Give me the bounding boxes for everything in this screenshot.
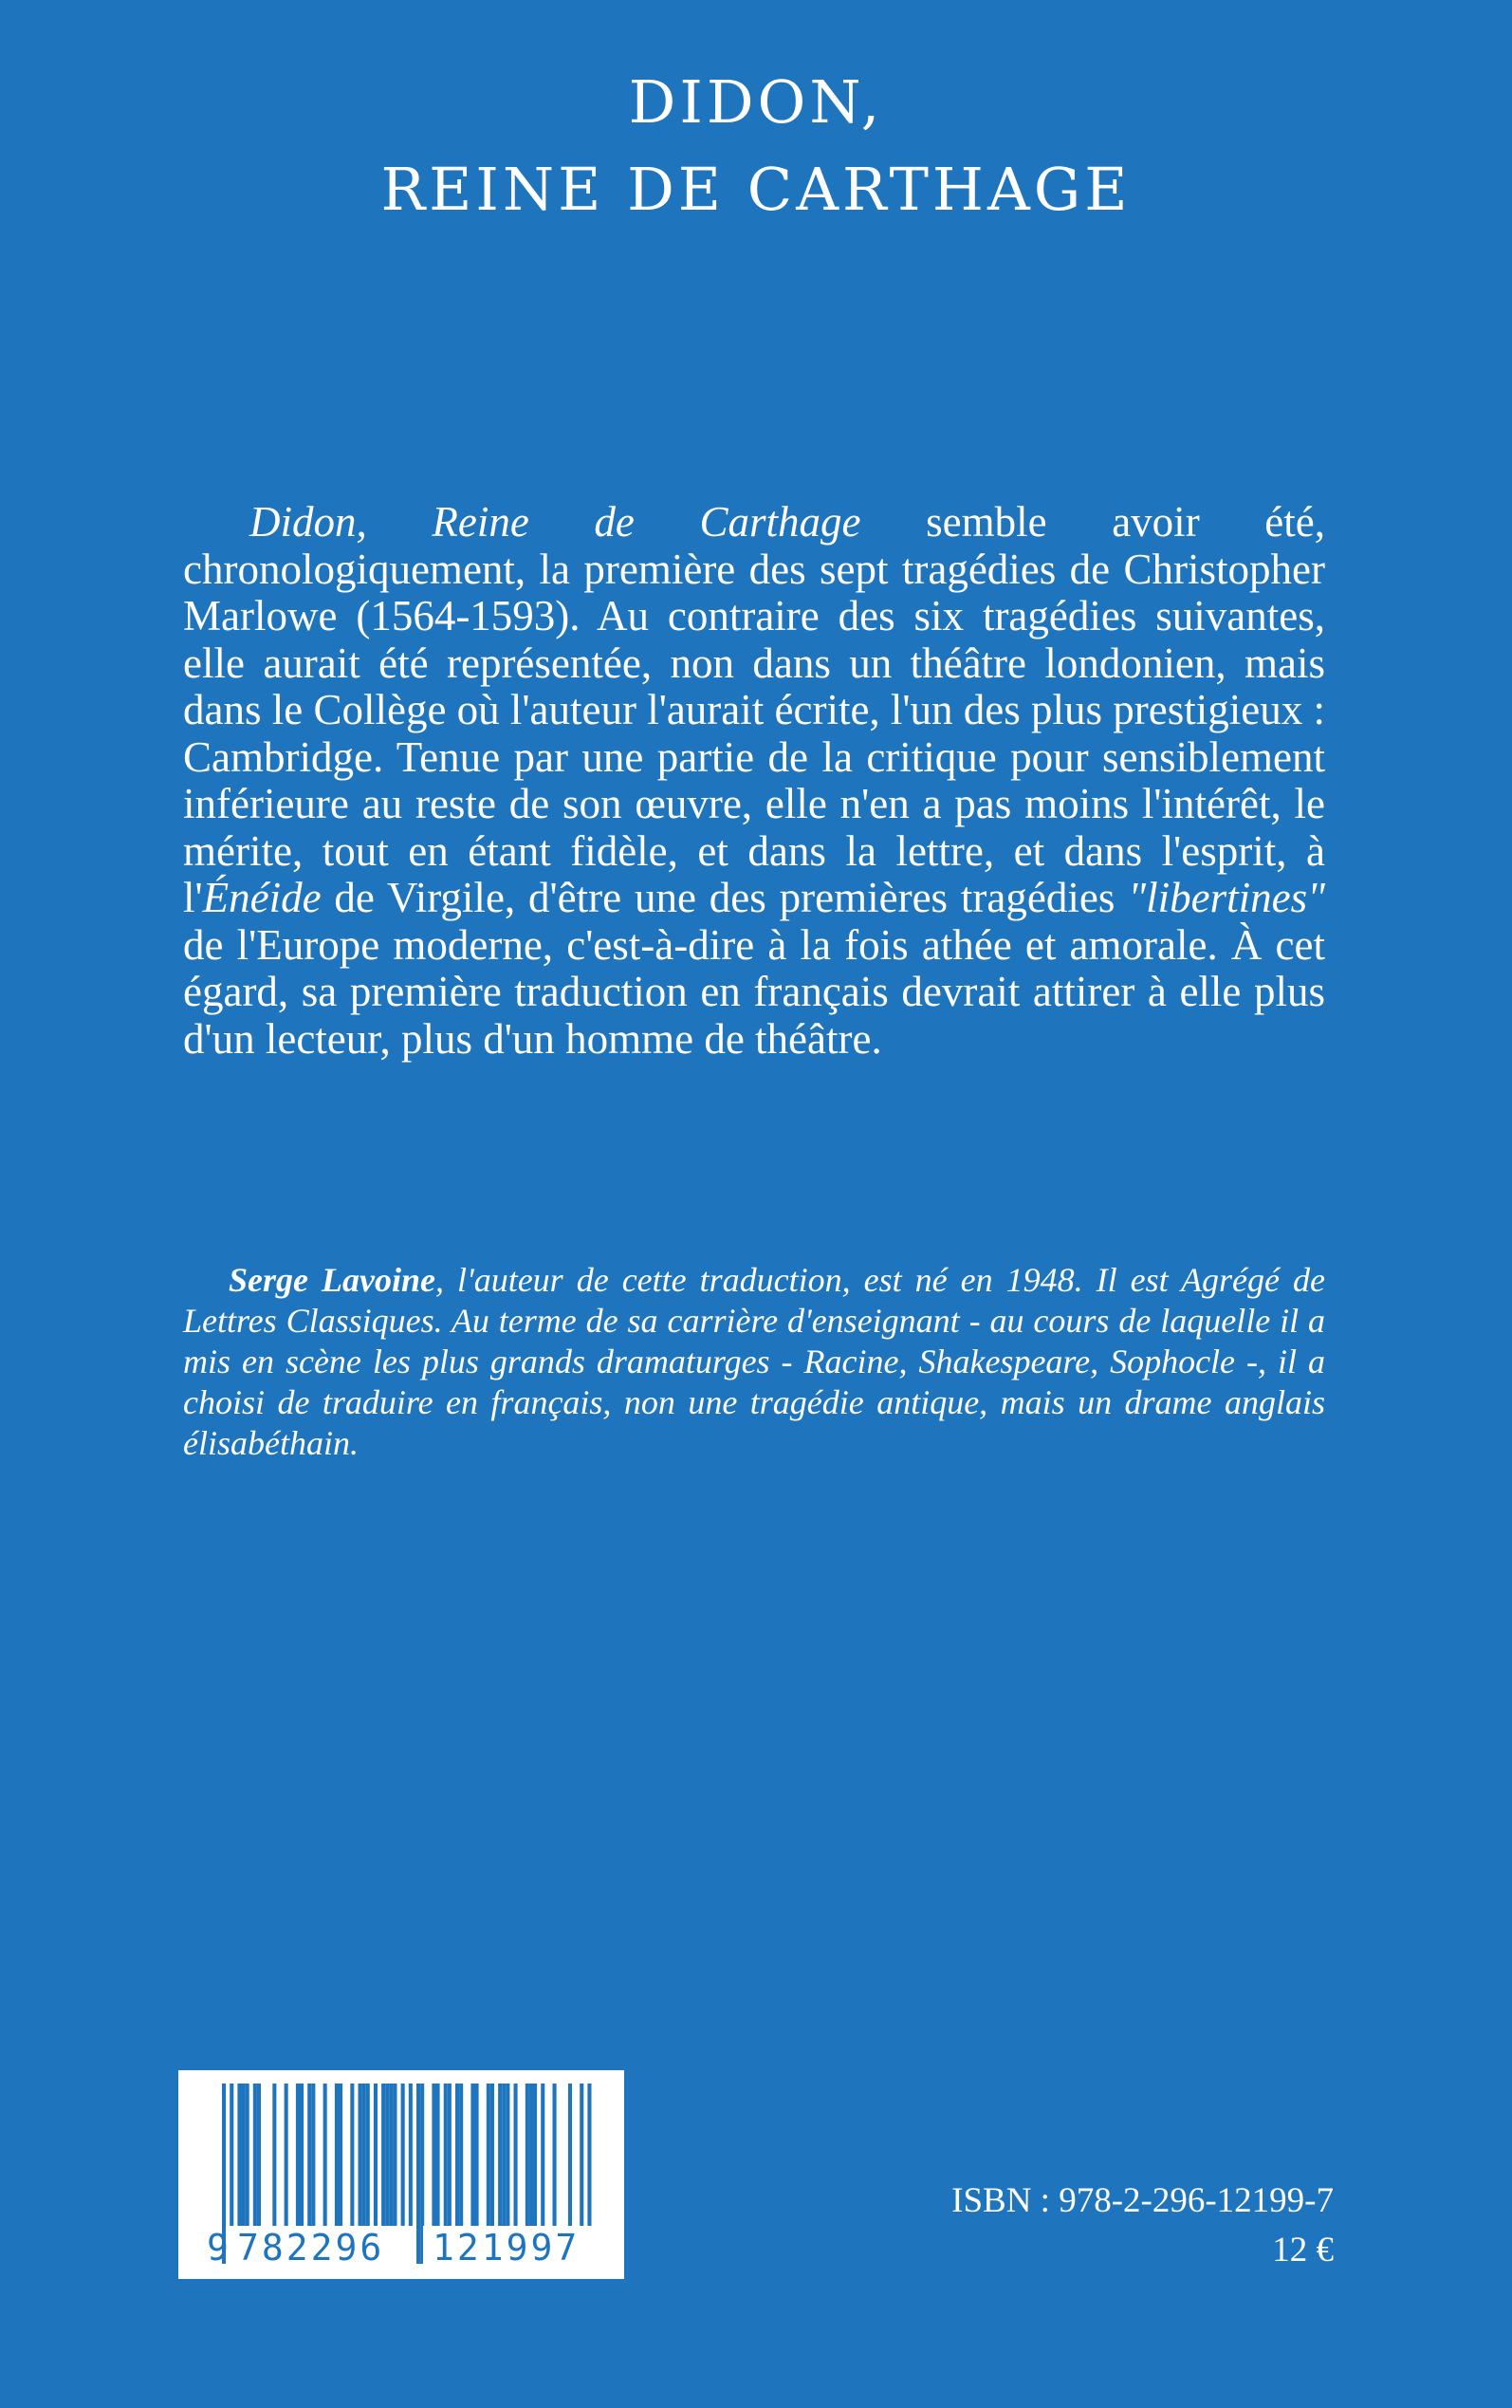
summary-paragraph [183,499,1325,1063]
author-bio [183,1260,1325,1464]
barcode-digit-first: 9 [207,2227,229,2269]
bio-paragraph [183,1260,1325,1464]
barcode-graphic [178,2070,624,2279]
isbn: ISBN : 978-2-296-12199-7 [951,2181,1334,2220]
summary-title-italic: Didon, Reine de Carthage [249,498,861,546]
book-title [0,59,1512,233]
author-name: Serge Lavoine [229,1261,435,1299]
summary-text-a: semble avoir été, chronologiquement, la première des sept tragédies de Christopher Marlowe (1564-1593). Au contraire des six tragédies suivantes, elle aurait été représentée, non dans un théâtre londonien, mais dans le Collège où l'auteur l'aurait écrite, l'un des plus prestigieux : Cambridge. Tenue par une partie de la critique pour sensiblement inférieure au reste de son œuvre, elle n'en a pas moins l'intérêt, le mérite, tout en étant fidèle, et dans la lettre, et dans l'esprit, à l' [183,498,1325,921]
barcode-digits-left: 782296 [237,2227,385,2269]
book-summary [183,499,1325,1063]
title-line-2: REINE DE CARTHAGE [380,155,1132,224]
title-line-1: DIDON, [628,67,884,137]
barcode-digits-right: 121997 [433,2227,581,2269]
bio-text: , l'auteur de cette traduction, est né en 1948. Il est Agrégé de Lettres Classiques. Au terme de sa carrière d'enseignant - au cours de laquelle il a mis en scène les plus grands dramaturges - Racine, Shakespeare, Sophocle -, il a choisi de traduire en français, non une tragédie antique, mais un drame anglais élisabéthain. [183,1261,1325,1462]
summary-text-b: de Virgile, d'être une des premières tragédies [321,874,1129,921]
barcode [178,2070,624,2279]
barcode-bar [416,2084,420,2264]
summary-text-c: de l'Europe moderne, c'est-à-dire à la fois athée et amorale. À cet égard, sa première traduction en français devrait attirer à elle plus d'un lecteur, plus d'un homme de théâtre. [183,920,1325,1063]
eneide-italic: Énéide [202,874,322,921]
price: 12 € [1272,2231,1334,2269]
libertines-italic: "libertines" [1128,874,1325,921]
